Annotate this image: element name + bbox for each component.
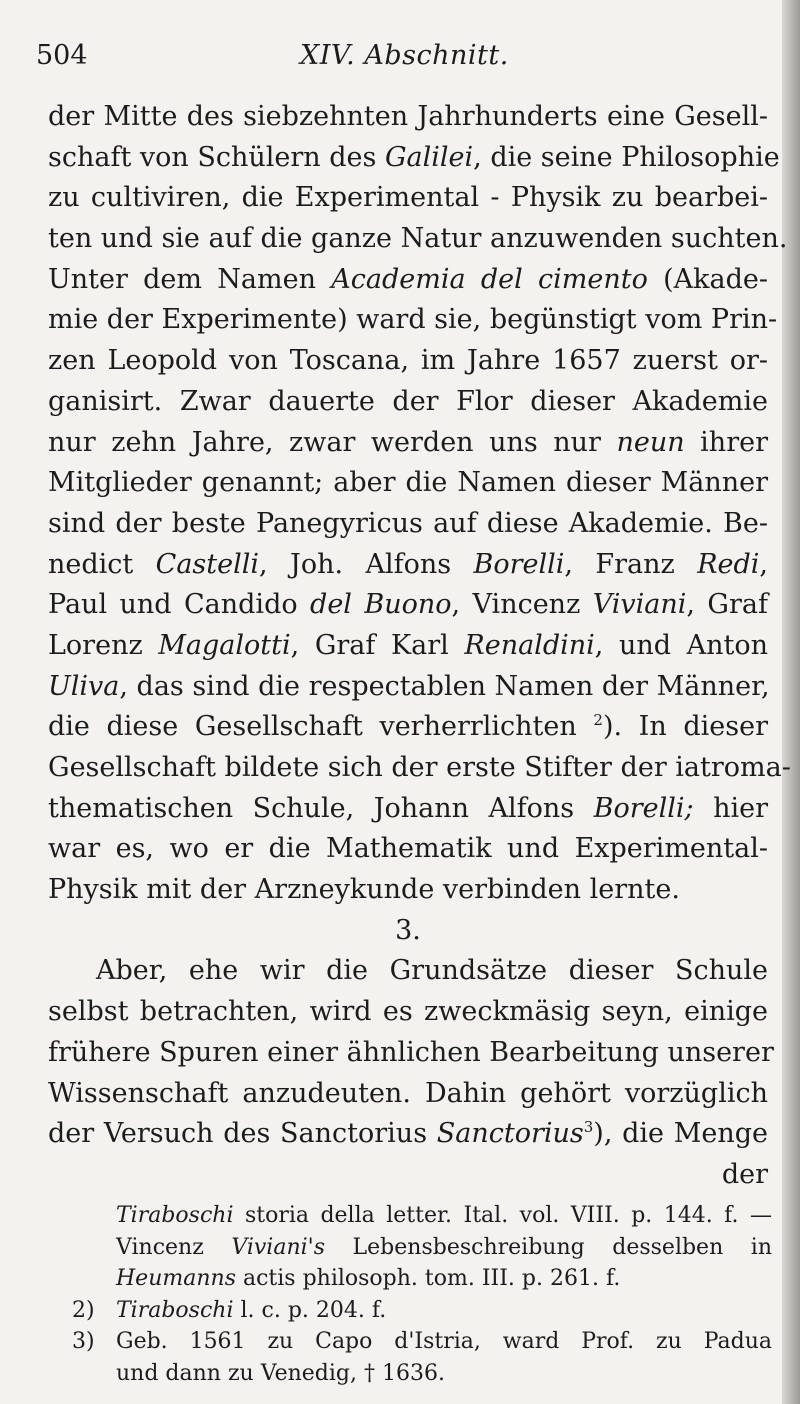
footnote-marker: 3): [72, 1329, 95, 1355]
catchword: der: [721, 1158, 768, 1190]
text-line: Wissenschaft anzudeuten. Dahin gehört vorzüglich: [48, 1077, 768, 1109]
footnote-line: Tiraboschi storia della letter. Ital. vol. VIII. p. 144. f. —: [116, 1203, 772, 1228]
text-line: selbst betrachten, wird es zweckmäsig seyn, einige: [48, 996, 768, 1028]
footnote-line: Vincenz Viviani's Lebensbeschreibung desselben in: [116, 1234, 772, 1260]
text-line: die diese Gesellschaft verherrlichten $^2$). In dieser: [48, 711, 768, 743]
text-line: war es, wo er die Mathematik und Experimental-: [48, 833, 768, 865]
text-line: mie der Experimente) ward sie, begünstigt vom Prin-: [48, 304, 778, 336]
text-line: ganisirt. Zwar dauerte der Flor dieser Akademie: [48, 385, 768, 417]
text-line: zen Leopold von Toscana, im Jahre 1657 zuerst or-: [48, 345, 768, 377]
text-line: Aber, ehe wir die Grundsätze dieser Schule: [96, 955, 768, 987]
text-line: Paul und Candido del Buono, Vincenz Viviani, Graf: [48, 589, 768, 621]
running-title: XIV. Abschnitt.: [300, 40, 509, 71]
main-text: [48, 97, 791, 1196]
footnote-line: und dann zu Venedig, † 1636.: [116, 1360, 445, 1386]
footnote-line: Heumanns actis philosoph. tom. III. p. 261. f.: [116, 1266, 621, 1292]
text-line: Unter dem Namen Academia del cimento (Akade-: [48, 263, 768, 295]
text-line: schaft von Schülern des Galilei, die seine Philosophie: [48, 141, 780, 173]
text-line: Physik mit der Arzneykunde verbinden lernte.: [48, 874, 680, 906]
text-line: zu cultiviren, die Experimental - Physik zu bearbei-: [48, 182, 768, 214]
running-header: [36, 40, 736, 84]
footnote-marker: 2): [72, 1297, 95, 1323]
section-number: 3.: [395, 914, 421, 946]
text-line: frühere Spuren einer ähnlichen Bearbeitung unserer: [48, 1036, 774, 1068]
text-line: thematischen Schule, Johann Alfons Borelli; hier: [48, 792, 768, 824]
footnote-ref: 2: [593, 711, 603, 730]
text-line: sind der beste Panegyricus auf diese Akademie. Be-: [48, 507, 768, 539]
text-line: Gesellschaft bildete sich der erste Stifter der iatroma-: [48, 752, 791, 783]
footnote-line: 2) Tiraboschi l. c. p. 204. f.: [72, 1295, 772, 1327]
page-number: 504: [36, 40, 88, 71]
footnote-line: 3) Geb. 1561 zu Capo d'Istria, ward Prof. zu Padua: [72, 1326, 772, 1358]
text-line: nur zehn Jahre, zwar werden uns nur neun ihrer: [48, 426, 768, 458]
text-line: der Mitte des siebzehnten Jahrhunderts eine Gesell-: [48, 101, 768, 132]
page-edge-shadow: [782, 0, 800, 1404]
footnote-ref: 3: [583, 1118, 594, 1137]
text-line: Lorenz Magalotti, Graf Karl Renaldini, und Anton: [48, 629, 768, 661]
text-line: nedict Castelli, Joh. Alfons Borelli, Franz Redi,: [48, 548, 769, 580]
text-line: ten und sie auf die ganze Natur anzuwenden suchten.: [48, 223, 788, 255]
text-line: Uliva, das sind die respectablen Namen der Männer,: [48, 670, 770, 702]
footnotes: [72, 1200, 772, 1390]
text-line: Mitglieder genannt; aber die Namen dieser Männer: [48, 467, 768, 499]
text-line: der Versuch des Sanctorius Sanctorius$^3$), die Menge: [48, 1118, 768, 1150]
